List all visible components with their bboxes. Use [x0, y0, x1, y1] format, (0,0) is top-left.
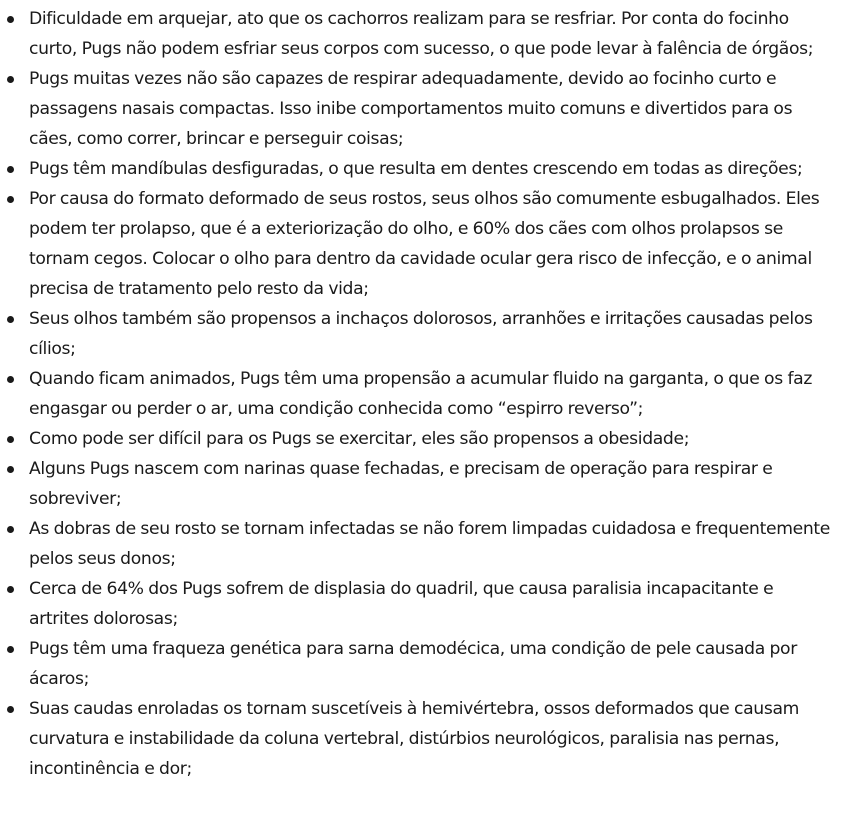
bullet-icon: [7, 466, 14, 473]
bullet-icon: [7, 526, 14, 533]
list-item-text: Pugs têm mandíbulas desfiguradas, o que resulta em dentes crescendo em todas as direções;: [29, 159, 803, 179]
list-item: [0, 184, 843, 304]
list-item-text: Dificuldade em arquejar, ato que os cachorros realizam para se resfriar. Por conta do focinho curto, Pugs não podem esfriar seus corpos com sucesso, o que pode levar à falência de órgãos;: [29, 9, 814, 59]
list-item: [0, 514, 843, 574]
list-item: [0, 424, 843, 454]
list-item: [0, 574, 843, 634]
bullet-icon: [7, 316, 14, 323]
bullet-icon: [7, 76, 14, 83]
bullet-icon: [7, 586, 14, 593]
list-item: [0, 364, 843, 424]
bullet-icon: [7, 16, 14, 23]
list-item: [0, 634, 843, 694]
list-item-text: Quando ficam animados, Pugs têm uma propensão a acumular fluido na garganta, o que os faz engasgar ou perder o ar, uma condição conhecida como “espirro reverso”;: [29, 369, 812, 419]
bullet-icon: [7, 166, 14, 173]
list-item-text: Alguns Pugs nascem com narinas quase fechadas, e precisam de operação para respirar e sobreviver;: [29, 459, 773, 509]
bullet-icon: [7, 706, 14, 713]
list-item-text: Cerca de 64% dos Pugs sofrem de displasia do quadril, que causa paralisia incapacitante e artrites dolorosas;: [29, 579, 774, 629]
list-item-text: Por causa do formato deformado de seus rostos, seus olhos são comumente esbugalhados. Eles podem ter prolapso, que é a exteriorização do olho, e 60% dos cães com olhos prolapsos se tornam cegos. Colocar o olho para dentro da cavidade ocular gera risco de infecção, e o animal precisa de tratamento pelo resto da vida;: [29, 189, 820, 299]
bullet-icon: [7, 196, 14, 203]
list-item: [0, 4, 843, 64]
list-item-text: Como pode ser difícil para os Pugs se exercitar, eles são propensos a obesidade;: [29, 429, 690, 449]
list-item-text: Suas caudas enroladas os tornam suscetíveis à hemivértebra, ossos deformados que causam curvatura e instabilidade da coluna vertebral, distúrbios neurológicos, paralisia nas pernas, incontinência e dor;: [29, 699, 800, 779]
list-item: [0, 694, 843, 784]
list-item: [0, 154, 843, 184]
bullet-icon: [7, 646, 14, 653]
list-item-text: As dobras de seu rosto se tornam infectadas se não forem limpadas cuidadosa e frequentemente pelos seus donos;: [29, 519, 830, 569]
list-item-text: Pugs muitas vezes não são capazes de respirar adequadamente, devido ao focinho curto e passagens nasais compactas. Isso inibe comportamentos muito comuns e divertidos para os cães, como correr, brincar e perseguir coisas;: [29, 69, 793, 149]
list-item: [0, 454, 843, 514]
list-item: [0, 304, 843, 364]
bullet-icon: [7, 376, 14, 383]
list-item: [0, 64, 843, 154]
bullet-icon: [7, 436, 14, 443]
list-item-text: Pugs têm uma fraqueza genética para sarna demodécica, uma condição de pele causada por ácaros;: [29, 639, 797, 689]
list-item-text: Seus olhos também são propensos a inchaços dolorosos, arranhões e irritações causadas pelos cílios;: [29, 309, 813, 359]
